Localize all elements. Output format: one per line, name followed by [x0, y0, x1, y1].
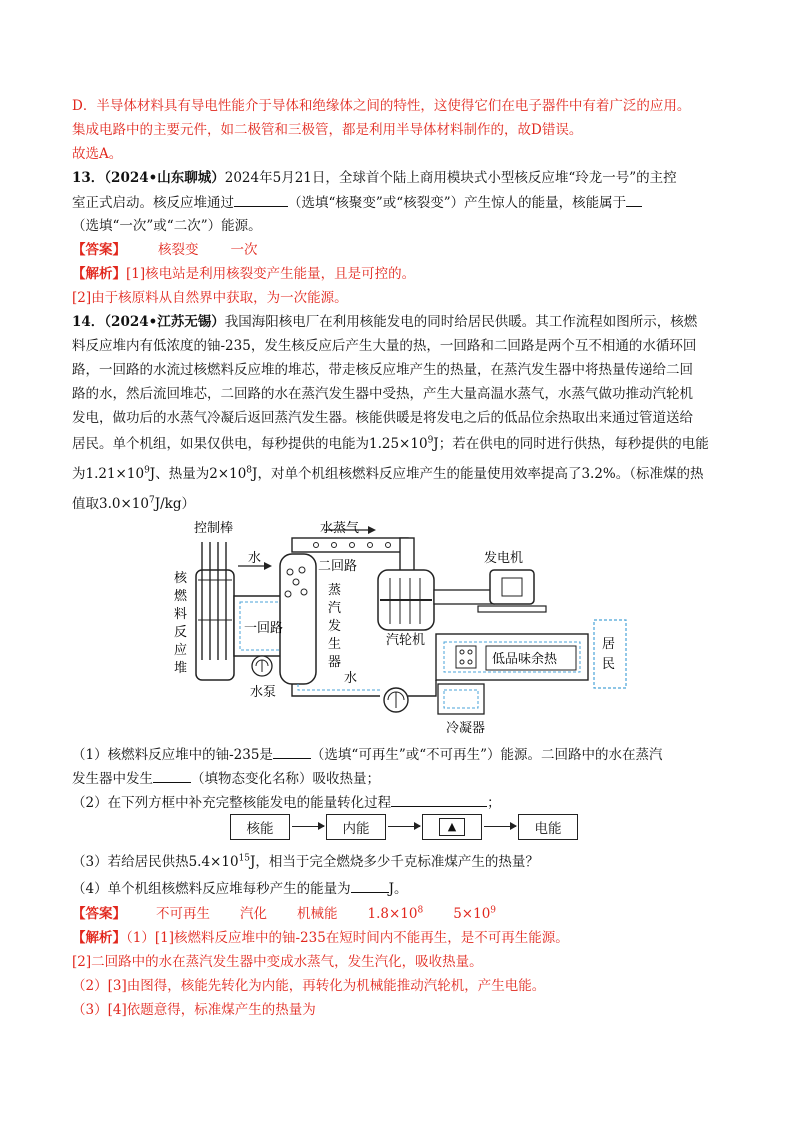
q14-text: J。	[388, 881, 408, 897]
q14-text: （选填“可再生”或“不可再生”）能源。二回路中的水在蒸汽	[310, 747, 663, 763]
flow-box-nuclear: 核能	[230, 814, 290, 840]
exponent: 9	[144, 465, 150, 476]
q13-answer	[72, 240, 258, 260]
q14-text: J/kg）	[154, 496, 195, 512]
q14-text: （3）若给居民供热5.4×10	[72, 854, 239, 870]
svg-text:民: 民	[602, 657, 616, 672]
q14-stem-line7	[72, 464, 704, 484]
condenser	[438, 684, 484, 714]
q14-text: 发生器中发生	[72, 771, 153, 787]
q14-stem-line3: 路，一回路的水流过核燃料反应堆的堆芯，带走核反应堆产生的热量，在蒸汽发生器中将热量传递给二回	[72, 362, 693, 378]
q14-stem-line6	[72, 434, 709, 454]
q14-answer	[72, 904, 496, 924]
nuclear-plant-diagram	[168, 520, 628, 740]
q13-stem-line1	[72, 168, 677, 188]
q14-text: J，对单个机组核燃料反应堆产生的能量使用效率提高了3.2%。（标准煤的热	[252, 466, 704, 482]
primary-loop-label: 一回路	[244, 621, 284, 636]
q14-text: 我国海阳核电厂在利用核能发电的同时给居民供暖。其工作流程如图所示，核燃	[224, 314, 698, 330]
water-inlet-label: 水	[248, 551, 262, 566]
q14-text: J；若在供电的同时进行供热，每秒提供的电能	[433, 436, 709, 452]
q14-stem-line8	[72, 494, 195, 514]
q14-text: （1）核燃料反应堆中的铀-235是	[72, 747, 273, 763]
q13-number: 13．	[72, 170, 105, 186]
analysis-tag: 【解析】	[72, 266, 126, 282]
answer-blank	[626, 192, 642, 207]
condenser-label: 冷凝器	[446, 721, 486, 736]
q14-stem-line1	[72, 312, 697, 332]
exponent: 7	[148, 495, 155, 506]
svg-text:反: 反	[174, 625, 188, 640]
q13-stem-line2	[72, 192, 642, 213]
exponent: 9	[490, 905, 497, 916]
intro-option-d-line1: D．半导体材料具有导电性能介于导体和绝缘体之间的特性，这使得它们在电子器件中有着广泛的应用。	[72, 98, 691, 114]
answer-value: 机械能	[297, 906, 338, 922]
q14-text: 值取3.0×10	[72, 496, 149, 512]
pump-label: 水泵	[250, 685, 277, 700]
q14-text: （2）在下列方框中补充完整核能发电的能量转化过程	[72, 795, 392, 811]
steam-label: 水蒸气	[320, 521, 360, 536]
svg-text:应: 应	[174, 643, 188, 658]
svg-text:发: 发	[328, 619, 342, 634]
answer-blank	[153, 768, 191, 783]
q14-analysis-line1	[72, 928, 569, 948]
svg-text:蒸: 蒸	[328, 583, 342, 598]
generator	[490, 570, 534, 604]
svg-text:燃: 燃	[174, 589, 188, 604]
flow-box-blank	[422, 814, 482, 840]
generator-label: 发电机	[484, 551, 524, 566]
analysis-tag: 【解析】	[72, 930, 126, 946]
q14-analysis-line3: （2）[3]由图得，核能先转化为内能，再转化为机械能推动汽轮机，产生电能。	[72, 978, 546, 994]
q14-source: （2024•江苏无锡）	[104, 314, 225, 330]
turbine-label: 汽轮机	[386, 633, 426, 648]
svg-text:堆: 堆	[174, 661, 188, 676]
q14-stem-line5: 发电，做功后的水蒸气冷凝后返回蒸汽发生器。核能供暖是将发电之后的低品位余热取出来通过管道送给	[72, 410, 693, 426]
q13-text: （选填“核聚变”或“核裂变”）产生惊人的能量，核能属于	[288, 195, 627, 211]
exponent: 15	[238, 853, 251, 864]
answer-value: 1.8×10	[367, 906, 418, 922]
answer-value: 汽化	[240, 906, 267, 922]
waste-heat-label: 低品味余热	[492, 652, 558, 667]
q14-analysis-line4: （3）[4]依题意得，标准煤产生的热量为	[72, 1002, 316, 1018]
q14-sub3	[72, 852, 539, 872]
steam-generator	[280, 554, 316, 684]
svg-text:料: 料	[174, 607, 188, 622]
q13-analysis-line2: [2]由于核原料从自然界中获取，为一次能源。	[72, 290, 348, 306]
answer-value: 不可再生	[156, 906, 210, 922]
control-rod-label: 控制棒	[194, 521, 234, 536]
q13-text: 室正式启动。核反应堆通过	[72, 195, 234, 211]
reactor-label	[174, 570, 188, 676]
flow-box-internal: 内能	[326, 814, 386, 840]
flow-arrow	[388, 826, 420, 827]
return-water-label: 水	[344, 671, 358, 686]
q14-text: 为1.21×10	[72, 466, 145, 482]
q13-text: 2024年5月21日，全球首个陆上商用模块式小型核反应堆“玲龙一号”的主控	[224, 170, 677, 186]
answer-blank	[391, 792, 487, 807]
q14-analysis-line2: [2]二回路中的水在蒸汽发生器中变成水蒸气，发生汽化，吸收热量。	[72, 954, 483, 970]
q13-source: （2024•山东聊城）	[104, 170, 225, 186]
q13-stem-line3	[72, 216, 262, 236]
q14-text: 居民。单个机组，如果仅供电，每秒提供的电能为1.25×10	[72, 436, 428, 452]
q14-text: ；	[487, 795, 501, 811]
svg-text:器: 器	[328, 655, 342, 670]
answer-tag: 【答案】	[72, 242, 126, 258]
exponent: 8	[417, 905, 424, 916]
flow-arrow	[292, 826, 324, 827]
q14-sub1-line2	[72, 768, 380, 789]
q14-text: （填物态变化名称）吸收热量；	[191, 771, 380, 787]
svg-text:居: 居	[602, 637, 616, 652]
q13-analysis-line1	[72, 264, 415, 284]
answer-value: 5×10	[453, 906, 491, 922]
svg-text:汽: 汽	[328, 601, 342, 616]
exponent: 9	[427, 435, 434, 446]
flow-box-electric: 电能	[518, 814, 578, 840]
secondary-loop-label: 二回路	[318, 559, 358, 574]
svg-text:生: 生	[328, 637, 342, 652]
q14-text: J、热量为2×10	[149, 466, 247, 482]
flow-arrow	[484, 826, 516, 827]
triangle-placeholder: ▲	[439, 818, 465, 836]
answer-value: 一次	[230, 242, 258, 258]
svg-text:核: 核	[174, 571, 188, 586]
q14-sub2	[72, 792, 501, 813]
q14-stem-line2: 料反应堆内有低浓度的铀-235，发生核反应后产生大量的热，一回路和二回路是两个互不相通的水循环回	[72, 338, 697, 354]
turbine-shaft	[434, 590, 494, 604]
intro-option-d-line2: 集成电路中的主要元件，如二极管和三极管，都是利用半导体材料制作的，故D错误。	[72, 122, 583, 138]
answer-blank	[273, 744, 311, 759]
q14-text: （4）单个机组核燃料反应堆每秒产生的能量为	[72, 881, 351, 897]
q14-sub1-line1	[72, 744, 663, 765]
q13-text: （选填“一次”或“二次”）能源。	[72, 218, 262, 234]
q14-stem-line4: 路的水，然后流回堆芯，二回路的水在蒸汽发生器中受热，产生大量高温水蒸气，水蒸气做功推动汽轮机	[72, 386, 693, 402]
q14-text: J，相当于完全燃烧多少千克标准煤产生的热量？	[250, 854, 539, 870]
answer-blank	[351, 878, 389, 893]
intro-conclusion: 故选A。	[72, 146, 123, 162]
residents-box	[594, 620, 626, 688]
answer-blank	[234, 192, 288, 207]
q14-number: 14．	[72, 314, 105, 330]
answer-tag: 【答案】	[72, 906, 126, 922]
answer-value: 核裂变	[158, 242, 199, 258]
analysis-text: [1]核电站是利用核裂变产生能量，且是可控的。	[126, 266, 416, 282]
exponent: 8	[246, 465, 253, 476]
steam-generator-label	[328, 582, 341, 670]
analysis-text: （1）[1]核燃料反应堆中的铀-235在短时间内不能再生，是不可再生能源。	[126, 930, 569, 946]
q14-sub4	[72, 878, 408, 899]
